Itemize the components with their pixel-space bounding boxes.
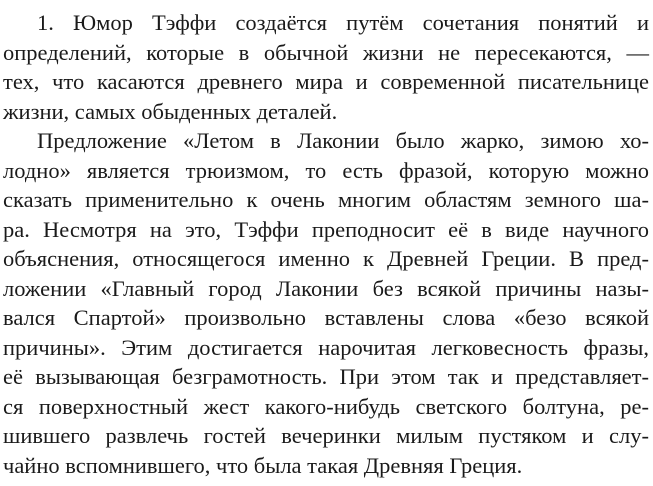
paragraph-2-line-11: шившего развлечь гостей вечеринки милым пустяком и слу-: [3, 423, 649, 448]
paragraph-1-line-3: тех, что касаются древнего мира и современной писательнице: [3, 69, 649, 94]
paragraph-2-line-12: чайно вспомнившего, что была такая Древняя Греция.: [3, 452, 523, 478]
paragraph-2-line-2: лодно» является трюизмом, то есть фразой, которую можно: [3, 157, 649, 183]
paragraph-1-line-4: жизни, самых обыденных деталей.: [3, 98, 338, 124]
paragraph-2-line-1: Предложение «Летом в Лаконии было жарко, зимою хо-: [37, 128, 649, 153]
paragraph-2-line-5: объяснения, относящегося именно к Древней Греции. В пред-: [3, 246, 649, 271]
paragraph-2-line-4: ра. Несмотря на это, Тэффи преподносит её в виде научного: [3, 216, 649, 242]
paragraph-2-line-6: ложении «Главный город Лаконии без всякой причины назы-: [3, 275, 649, 301]
paragraph-2-line-7: вался Спартой» произвольно вставлены слова «безо всякой: [3, 305, 649, 330]
paragraph-1-line-2: определений, которые в обычной жизни не пересекаются, —: [3, 39, 649, 65]
paragraph-2-line-9: её вызывающая безграмотность. При этом так и представляет-: [3, 364, 649, 389]
paragraph-2-line-10: ся поверхностный жест какого-нибудь светского болтуна, ре-: [3, 393, 649, 419]
paragraph-2-line-3: сказать применительно к очень многим областям земного ша-: [3, 187, 649, 212]
paragraph-2-line-8: причины». Этим достигается нарочитая легковесность фразы,: [3, 334, 649, 360]
paragraph-1-line-1: 1. Юмор Тэффи создаётся путём сочетания понятий и: [37, 10, 649, 35]
